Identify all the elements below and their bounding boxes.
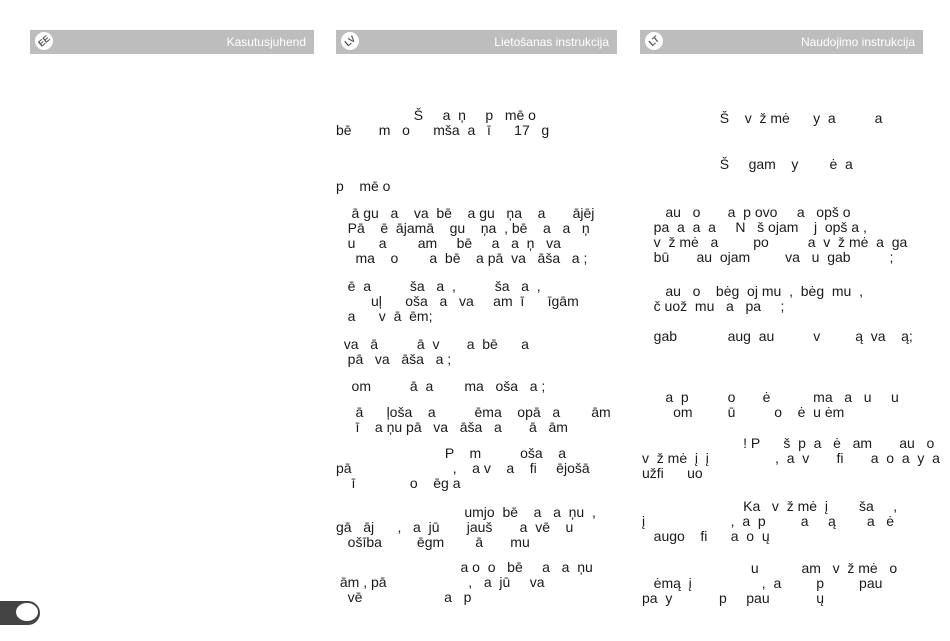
lt-paragraph: au o a p ovo a opš o pa a a a N š ojam j opš a , v ž mė a po a v ž mė a ga bū au ojam va u gab ; bbox=[653, 204, 908, 265]
lt-paragraph: Ka v ž mė į ša , į , a p a ą a ė augo fi a o ų bbox=[642, 498, 898, 544]
lt-paragraph: u am v ž mė o ėmą į , a p pau pa y p pau ų bbox=[642, 560, 898, 606]
lv-paragraph: ē a ša a , ša a , uļ oša a va am ī īgām a v ā ēm; bbox=[347, 278, 579, 324]
lt-paragraph: au o bėg oj mu , bėg mu , č uož mu a pa ; bbox=[653, 283, 863, 314]
lv-paragraph: va ā ā v a bē a pā va āša a ; bbox=[343, 336, 529, 367]
header-title-ee: Kasutusjuhend bbox=[226, 35, 306, 49]
lv-paragraph: ā ļoša a ēma opā a ām ī a ņu pā va āša a ā ām bbox=[355, 404, 611, 435]
language-badge-lt: LT bbox=[639, 26, 670, 57]
lt-paragraph: ! P š p a ė am au o v ž mė į į , a v fi a o a y a užfi uo bbox=[642, 435, 940, 481]
header-title-lt: Naudojimo instrukcija bbox=[800, 35, 915, 49]
lt-paragraph: Š gam y ė a bbox=[642, 156, 853, 172]
lv-paragraph: p mē o bbox=[336, 178, 391, 194]
lv-paragraph: a o o bē a a ņu ām , pā , a jū va vē a p bbox=[339, 559, 593, 605]
lv-paragraph: Š a ņ p mē o bē m o mša a ī 17 g bbox=[336, 107, 550, 138]
lt-paragraph: a p o ė ma a u u om ū o ė u ėm bbox=[665, 389, 899, 420]
language-badge-lv: LV bbox=[335, 26, 366, 57]
language-badge-ee: EE bbox=[29, 26, 60, 57]
lv-paragraph: om ā a ma oša a ; bbox=[336, 378, 546, 394]
lv-paragraph: ā gu a va bē a gu ņa a ājēj Pā ē ājamā gu ņa , bē a a ņ u a am bē a a ņ va ma o a bē a pā va āša a ; bbox=[347, 205, 595, 266]
page-tab bbox=[0, 601, 40, 625]
lv-paragraph: P m oša a pā , a v a fi ējošā ī o ēg a bbox=[336, 445, 590, 491]
header-lv bbox=[336, 30, 617, 54]
header-title-lv: Lietošanas instrukcija bbox=[494, 35, 609, 49]
lv-paragraph: umjo bē a a ņu , gā āj , a jū jauš a vē u ošība ēgm ā mu bbox=[336, 504, 596, 550]
lt-paragraph: gab aug au v ą va ą; bbox=[642, 328, 913, 344]
header-ee bbox=[30, 30, 314, 54]
lt-paragraph: Š v ž mė y a a bbox=[642, 110, 883, 126]
header-lt bbox=[640, 30, 923, 54]
